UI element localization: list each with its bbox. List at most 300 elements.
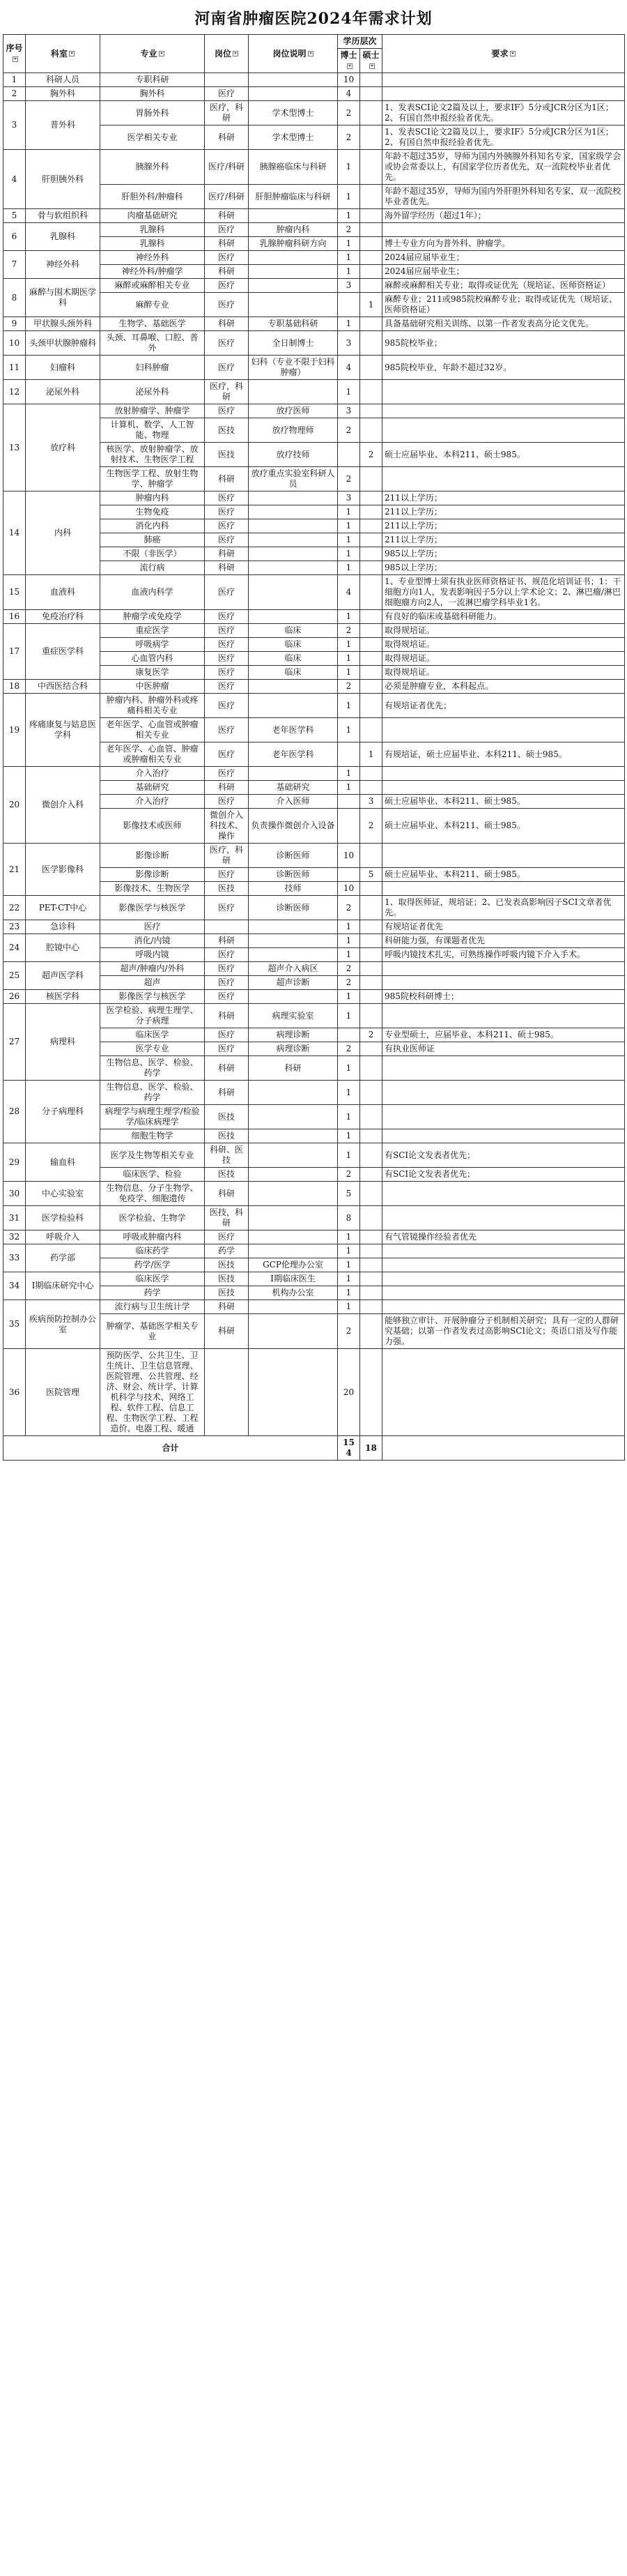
cell-major: 呼吸病学: [100, 638, 205, 652]
cell-no: 14: [3, 491, 26, 575]
cell-no: 5: [3, 209, 26, 223]
cell-post: 医疗: [205, 519, 249, 533]
cell-post: 医疗: [205, 404, 249, 418]
table-row: [3, 317, 625, 331]
cell-req: 硕士应届毕业、本科211、硕士985。: [382, 868, 625, 882]
cell-master: [360, 1349, 382, 1436]
cell-master: [360, 150, 382, 185]
cell-desc: [249, 1206, 338, 1230]
cell-req: [382, 1244, 625, 1258]
cell-master: [360, 356, 382, 380]
cell-post: 医疗: [205, 87, 249, 101]
cell-phd: 1: [338, 1244, 360, 1258]
cell-no: 29: [3, 1143, 26, 1182]
cell-phd: 2: [338, 1314, 360, 1349]
cell-post: 科研: [205, 781, 249, 795]
cell-req: [382, 1081, 625, 1105]
cell-dept: 医院管理: [26, 1349, 100, 1436]
cell-major: 影像技术或医师: [100, 809, 205, 844]
cell-post: 医疗: [205, 718, 249, 742]
table-body: [3, 73, 625, 1436]
cell-post: 医疗: [205, 610, 249, 624]
cell-no: 23: [3, 920, 26, 934]
cell-no: 11: [3, 356, 26, 380]
cell-master: [360, 1258, 382, 1272]
cell-desc: 专职基础科研: [249, 317, 338, 331]
cell-req: 211以上学历；: [382, 533, 625, 547]
cell-master: [360, 317, 382, 331]
cell-master: [360, 1314, 382, 1349]
cell-no: 3: [3, 101, 26, 150]
header-req[interactable]: 要求: [382, 35, 625, 73]
filter-icon[interactable]: [369, 63, 375, 69]
cell-master: [360, 610, 382, 624]
filter-icon[interactable]: [69, 51, 75, 56]
cell-phd: 1: [338, 781, 360, 795]
cell-no: 13: [3, 404, 26, 491]
cell-req: 有SCI论文发表者优先；: [382, 1143, 625, 1168]
cell-dept: 免疫治疗科: [26, 610, 100, 624]
cell-post: 医疗: [205, 652, 249, 666]
cell-desc: [249, 694, 338, 718]
cell-post: 医疗: [205, 533, 249, 547]
cell-req: [382, 718, 625, 742]
cell-phd: 1: [338, 1258, 360, 1272]
cell-desc: 肝胆肿瘤临床与科研: [249, 185, 338, 209]
cell-dept: 泌尿外科: [26, 380, 100, 404]
table-row: [3, 491, 625, 505]
cell-phd: [338, 868, 360, 882]
cell-req: 985以上学历；: [382, 561, 625, 575]
cell-req: 985以上学历；: [382, 547, 625, 561]
cell-major: 医学检验、生物学: [100, 1206, 205, 1230]
cell-dept: 中西医结合科: [26, 680, 100, 694]
table-row: [3, 1143, 625, 1168]
cell-major: 中医肿瘤: [100, 680, 205, 694]
cell-phd: 1: [338, 718, 360, 742]
cell-master: [360, 380, 382, 404]
cell-desc: 病理诊断: [249, 1028, 338, 1042]
cell-phd: 1: [338, 317, 360, 331]
cell-master: [360, 976, 382, 990]
cell-desc: 老年医学科: [249, 742, 338, 767]
cell-post: [205, 1349, 249, 1436]
table-row: [3, 934, 625, 948]
cell-dept: 病理科: [26, 1004, 100, 1081]
table-row: [3, 1349, 625, 1436]
cell-desc: [249, 279, 338, 293]
cell-phd: 2: [338, 896, 360, 920]
table-row: [3, 575, 625, 610]
cell-dept: 普外科: [26, 101, 100, 150]
cell-dept: 肝胆胰外科: [26, 150, 100, 209]
cell-dept: 骨与软组织科: [26, 209, 100, 223]
cell-phd: 4: [338, 87, 360, 101]
cell-desc: 肿瘤内科: [249, 223, 338, 237]
filter-icon[interactable]: [347, 63, 353, 69]
cell-req: 985院校毕业；: [382, 331, 625, 356]
cell-master: [360, 418, 382, 443]
cell-desc: 老年医学科: [249, 718, 338, 742]
cell-req: 211以上学历；: [382, 505, 625, 519]
table-row: [3, 150, 625, 185]
cell-req: [382, 882, 625, 896]
cell-desc: [249, 948, 338, 962]
cell-master: [360, 547, 382, 561]
table-row: [3, 624, 625, 638]
cell-phd: 1: [338, 694, 360, 718]
cell-phd: 2: [338, 680, 360, 694]
cell-master: [360, 638, 382, 652]
cell-phd: 2: [338, 976, 360, 990]
cell-post: 医疗: [205, 356, 249, 380]
cell-req: [382, 1258, 625, 1272]
cell-phd: 1: [338, 251, 360, 265]
cell-dept: 重症医学科: [26, 624, 100, 680]
cell-post: 医疗: [205, 575, 249, 610]
cell-desc: 全日制博士: [249, 331, 338, 356]
table-row: [3, 990, 625, 1004]
cell-major: 基础研究: [100, 781, 205, 795]
cell-major: 胸外科: [100, 87, 205, 101]
cell-post: 医疗: [205, 624, 249, 638]
cell-phd: 1: [338, 1272, 360, 1286]
cell-master: [360, 223, 382, 237]
total-label: 合计: [3, 1436, 338, 1461]
cell-post: 医疗: [205, 638, 249, 652]
table-row: [3, 356, 625, 380]
cell-master: 2: [360, 443, 382, 467]
cell-post: 科研: [205, 1081, 249, 1105]
table-row: [3, 223, 625, 237]
cell-req: 硕士应届毕业、本科211、硕士985。: [382, 809, 625, 844]
cell-req: [382, 1300, 625, 1314]
cell-no: 35: [3, 1300, 26, 1349]
cell-master: [360, 1300, 382, 1314]
table-row: [3, 767, 625, 781]
cell-post: 医疗: [205, 976, 249, 990]
cell-phd: 1: [338, 380, 360, 404]
cell-req: 硕士应届毕业、本科211、硕士985。: [382, 443, 625, 467]
cell-master: [360, 962, 382, 976]
cell-req: [382, 1272, 625, 1286]
filter-icon[interactable]: [233, 51, 238, 56]
table-row: [3, 331, 625, 356]
header-edu: 学历层次: [338, 35, 382, 49]
cell-post: 科研: [205, 317, 249, 331]
cell-major: 专职科研: [100, 73, 205, 87]
cell-desc: [249, 1314, 338, 1349]
cell-post: 医疗: [205, 680, 249, 694]
cell-no: 8: [3, 279, 26, 317]
cell-no: 12: [3, 380, 26, 404]
cell-post: 医疗: [205, 223, 249, 237]
cell-phd: 3: [338, 279, 360, 293]
cell-dept: 麻醉与围术期医学科: [26, 279, 100, 317]
cell-desc: [249, 547, 338, 561]
cell-desc: 放疗物理师: [249, 418, 338, 443]
cell-req: 有SCI论文发表者优先；: [382, 1168, 625, 1182]
table-row: [3, 1206, 625, 1230]
cell-major: 生物免疫: [100, 505, 205, 519]
cell-phd: 1: [338, 505, 360, 519]
cell-post: 医技: [205, 418, 249, 443]
cell-post: 医疗: [205, 948, 249, 962]
cell-post: 医技: [205, 1105, 249, 1129]
header-major[interactable]: 专业: [100, 35, 205, 73]
header-no[interactable]: 序号: [3, 35, 26, 73]
cell-post: 医疗: [205, 990, 249, 1004]
cell-req: 985院校科研博士；: [382, 990, 625, 1004]
cell-phd: 1: [338, 1004, 360, 1028]
cell-major: 呼吸内镜: [100, 948, 205, 962]
cell-dept: 妇瘤科: [26, 356, 100, 380]
cell-phd: 1: [338, 150, 360, 185]
cell-req: [382, 1056, 625, 1081]
cell-phd: 1: [338, 638, 360, 652]
cell-phd: 5: [338, 1182, 360, 1206]
cell-post: 医疗: [205, 896, 249, 920]
cell-post: 医疗: [205, 1042, 249, 1056]
cell-major: 放射肿瘤学、肿瘤学: [100, 404, 205, 418]
cell-major: 生物学、基础医学: [100, 317, 205, 331]
cell-no: 2: [3, 87, 26, 101]
total-phd: 154: [338, 1436, 360, 1461]
cell-dept: 腔镜中心: [26, 934, 100, 962]
cell-req: 海外留学经历（超过1年）；: [382, 209, 625, 223]
cell-master: [360, 1143, 382, 1168]
cell-major: 乳腺科: [100, 223, 205, 237]
cell-phd: 1: [338, 767, 360, 781]
cell-master: [360, 934, 382, 948]
cell-master: [360, 1004, 382, 1028]
table-row: [3, 380, 625, 404]
cell-master: [360, 237, 382, 251]
cell-desc: GCP伦理办公室: [249, 1258, 338, 1272]
cell-major: 康复医学: [100, 666, 205, 680]
cell-no: 16: [3, 610, 26, 624]
cell-major: 计算机、数学、人工智能、物理: [100, 418, 205, 443]
table-row: [3, 1004, 625, 1028]
cell-major: 头颈、耳鼻喉、口腔、普外: [100, 331, 205, 356]
cell-master: [360, 1206, 382, 1230]
cell-no: 33: [3, 1244, 26, 1272]
cell-dept: 药学部: [26, 1244, 100, 1272]
cell-phd: 1: [338, 533, 360, 547]
cell-req: [382, 1349, 625, 1436]
cell-no: 17: [3, 624, 26, 680]
cell-phd: 10: [338, 73, 360, 87]
cell-major: 生物信息、分子生物学、免疫学、细胞遗传: [100, 1182, 205, 1206]
header-phd[interactable]: 博士: [338, 49, 360, 73]
cell-req: [382, 767, 625, 781]
cell-phd: 1: [338, 652, 360, 666]
cell-major: 医学及生物等相关专业: [100, 1143, 205, 1168]
cell-req: 科研能力强，有课题者优先: [382, 934, 625, 948]
cell-desc: 妇科（专业不限于妇科肿瘤）: [249, 356, 338, 380]
cell-no: 7: [3, 251, 26, 279]
cell-major: 胰腺外科: [100, 150, 205, 185]
cell-phd: 3: [338, 404, 360, 418]
cell-desc: 胰腺癌临床与科研: [249, 150, 338, 185]
cell-desc: [249, 1143, 338, 1168]
table-row: [3, 279, 625, 293]
cell-desc: [249, 1349, 338, 1436]
cell-major: 影像诊断: [100, 868, 205, 882]
cell-desc: 学术型博士: [249, 125, 338, 150]
table-row: [3, 73, 625, 87]
cell-phd: 1: [338, 1129, 360, 1143]
table-row: [3, 1244, 625, 1258]
cell-dept: 科研人员: [26, 73, 100, 87]
cell-major: 肿瘤学或免疫学: [100, 610, 205, 624]
cell-post: 医技: [205, 443, 249, 467]
cell-phd: 2: [338, 418, 360, 443]
cell-master: [360, 1244, 382, 1258]
total-row: [3, 1436, 625, 1461]
table-row: [3, 209, 625, 223]
cell-master: [360, 1182, 382, 1206]
cell-phd: [338, 809, 360, 844]
header-desc[interactable]: 岗位说明: [249, 35, 338, 73]
cell-req: 有规培证者优先: [382, 920, 625, 934]
cell-desc: [249, 533, 338, 547]
cell-major: 病理学与病理生理学/检验学/临床病理学: [100, 1105, 205, 1129]
cell-req: 麻醉或麻醉相关专业；取得或证优先（规培证、医师资格证）: [382, 279, 625, 293]
cell-major: 流行病与卫生统计学: [100, 1300, 205, 1314]
cell-master: [360, 125, 382, 150]
cell-req: 1、专业型博士须有执业医师资格证书、规范化培训证书；1：干细胞方向1人，发表影响因子5分以上学术论文；2、淋巴瘤/淋巴细胞瘤方向2人，一流淋巴瘤学科毕业1名。: [382, 575, 625, 610]
cell-dept: 医学检验科: [26, 1206, 100, 1230]
cell-req: [382, 404, 625, 418]
cell-major: 重症医学: [100, 624, 205, 638]
cell-dept: 疼痛康复与姑息医学科: [26, 694, 100, 767]
cell-post: 医疗: [205, 293, 249, 317]
cell-req: [382, 223, 625, 237]
cell-major: 影像技术、生物医学: [100, 882, 205, 896]
cell-desc: [249, 519, 338, 533]
cell-master: 1: [360, 293, 382, 317]
cell-desc: [249, 265, 338, 279]
cell-no: 19: [3, 694, 26, 767]
table-row: [3, 1300, 625, 1314]
filter-icon[interactable]: [308, 51, 314, 56]
cell-major: 影像医学与核医学: [100, 990, 205, 1004]
cell-phd: 1: [338, 1230, 360, 1244]
cell-req: 2024届应届毕业生；: [382, 251, 625, 265]
cell-req: 2024届应届毕业生；: [382, 265, 625, 279]
cell-no: 32: [3, 1230, 26, 1244]
cell-post: 医疗: [205, 795, 249, 809]
cell-post: 科研: [205, 265, 249, 279]
cell-phd: [338, 795, 360, 809]
header-dept[interactable]: 科室: [26, 35, 100, 73]
cell-master: 2: [360, 1028, 382, 1042]
cell-dept: 甲状腺头颈外科: [26, 317, 100, 331]
cell-major: 老年医学、心血管、肿瘤或肿瘤相关专业: [100, 742, 205, 767]
cell-phd: 1: [338, 1105, 360, 1129]
cell-no: 31: [3, 1206, 26, 1230]
cell-major: 医学检验、病理生理学、分子病理: [100, 1004, 205, 1028]
cell-no: 21: [3, 844, 26, 896]
cell-no: 1: [3, 73, 26, 87]
cell-post: 科研、医技: [205, 1143, 249, 1168]
cell-phd: [338, 443, 360, 467]
page-title: 河南省肿瘤医院2024年需求计划: [194, 10, 433, 28]
cell-major: 预防医学、公共卫生、卫生统计、卫生信息管理、医院管理、公共管理、经济、财会、统计学、计算机科学与技术、网络工程、软件工程、信息工程、生物医学工程、工程造价、电器工程、暖通: [100, 1349, 205, 1436]
cell-major: 医学专业: [100, 1042, 205, 1056]
cell-req: 有执业医师证: [382, 1042, 625, 1056]
cell-phd: 1: [338, 948, 360, 962]
cell-post: 科研: [205, 125, 249, 150]
cell-dept: I期临床研究中心: [26, 1272, 100, 1300]
cell-dept: 急诊科: [26, 920, 100, 934]
cell-desc: 乳腺肿瘤科研方向: [249, 237, 338, 251]
recruitment-table: [3, 34, 625, 1461]
cell-post: 医疗，科研: [205, 101, 249, 125]
cell-phd: [338, 293, 360, 317]
cell-req: [382, 962, 625, 976]
cell-master: [360, 331, 382, 356]
cell-req: 211以上学历；: [382, 519, 625, 533]
table-row: [3, 404, 625, 418]
cell-master: [360, 680, 382, 694]
header-master[interactable]: 硕士: [360, 49, 382, 73]
cell-post: 科研: [205, 467, 249, 491]
cell-desc: [249, 1182, 338, 1206]
cell-master: 5: [360, 868, 382, 882]
cell-master: [360, 404, 382, 418]
cell-desc: 临床: [249, 666, 338, 680]
cell-desc: [249, 767, 338, 781]
cell-req: [382, 467, 625, 491]
cell-desc: [249, 1244, 338, 1258]
cell-dept: 内科: [26, 491, 100, 575]
filter-icon[interactable]: [159, 51, 164, 56]
cell-major: 药学: [100, 1286, 205, 1300]
cell-post: 医疗: [205, 251, 249, 265]
cell-post: 医疗: [205, 742, 249, 767]
cell-no: 20: [3, 767, 26, 844]
cell-req: 有规培证，硕士应届毕业、本科211、硕士985。: [382, 742, 625, 767]
cell-master: [360, 467, 382, 491]
cell-major: 肉瘤基础研究: [100, 209, 205, 223]
cell-phd: 20: [338, 1349, 360, 1436]
cell-phd: 1: [338, 547, 360, 561]
cell-post: 医技: [205, 882, 249, 896]
filter-icon[interactable]: [510, 51, 516, 56]
cell-desc: 超声介入病区: [249, 962, 338, 976]
cell-phd: 1: [338, 265, 360, 279]
header-post[interactable]: 岗位: [205, 35, 249, 73]
cell-desc: [249, 293, 338, 317]
cell-phd: 1: [338, 185, 360, 209]
cell-post: [205, 920, 249, 934]
cell-master: [360, 920, 382, 934]
cell-phd: 3: [338, 331, 360, 356]
cell-master: [360, 1042, 382, 1056]
cell-req: 取得规培证。: [382, 624, 625, 638]
cell-post: 科研: [205, 1300, 249, 1314]
cell-major: 核医学、放射肿瘤学、放射技术、生物医学工程: [100, 443, 205, 467]
cell-phd: 10: [338, 882, 360, 896]
cell-post: 医疗，科研: [205, 844, 249, 868]
cell-desc: [249, 87, 338, 101]
filter-icon[interactable]: [13, 56, 18, 62]
cell-major: 临床医学: [100, 1028, 205, 1042]
cell-major: 影像医学与核医学: [100, 896, 205, 920]
cell-desc: 临床: [249, 624, 338, 638]
